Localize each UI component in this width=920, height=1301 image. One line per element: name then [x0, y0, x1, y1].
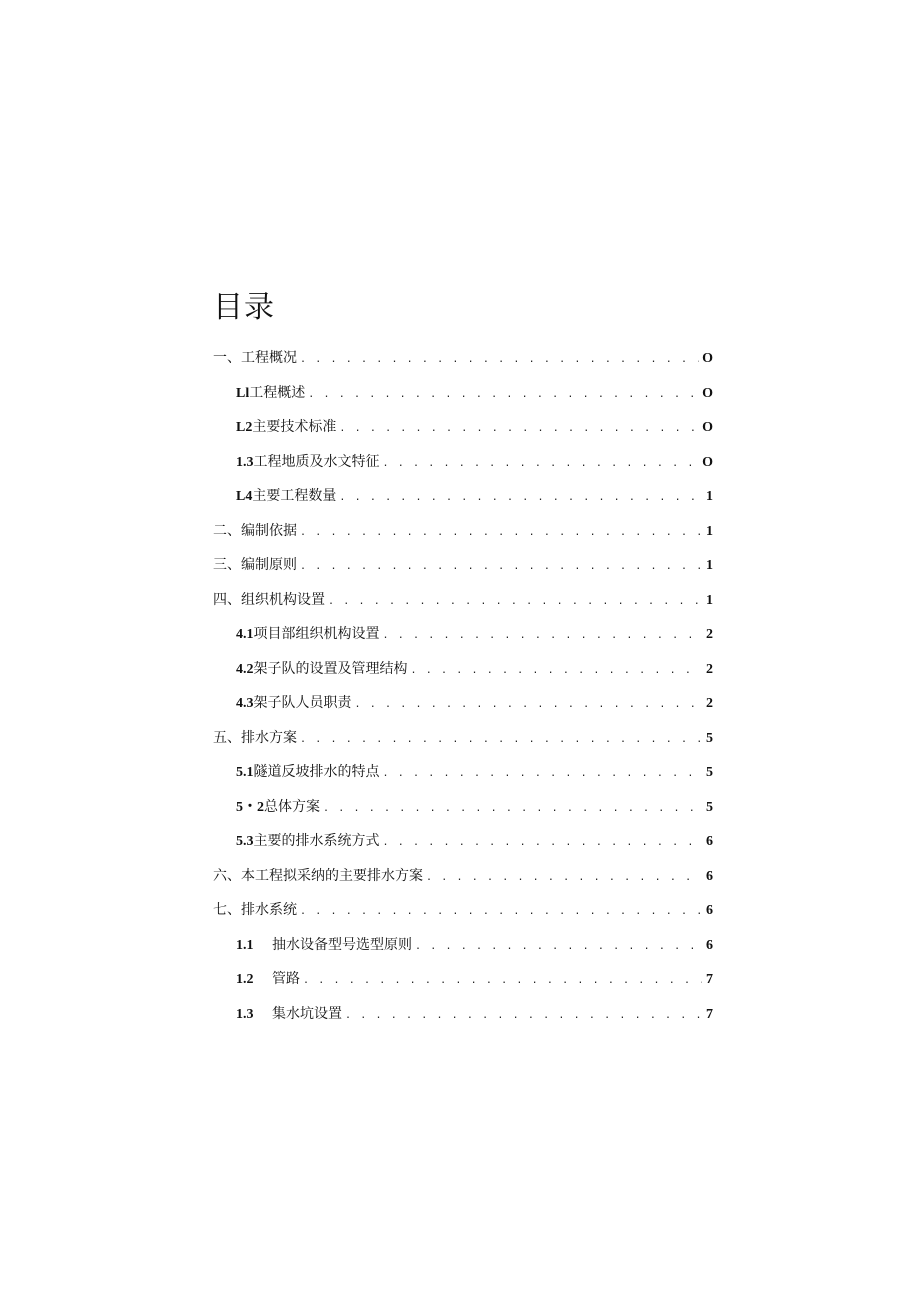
toc-entry-number: L2: [236, 420, 253, 435]
toc-leader-dots: [300, 523, 702, 543]
toc-page-number: 1: [706, 592, 713, 608]
toc-leader-dots: [415, 937, 702, 957]
toc-entry-title: 工程地质及水文特征: [253, 453, 380, 470]
toc-entry-number: L4: [236, 489, 253, 504]
toc-entry[interactable]: [213, 521, 713, 556]
toc-entry-number: 1.1: [236, 937, 254, 953]
toc-entry-title: 隧道反坡排水的特点: [253, 764, 380, 780]
toc-entry[interactable]: [213, 900, 713, 935]
toc-leader-dots: [339, 488, 702, 508]
toc-entry-number: 5.1: [236, 765, 254, 780]
toc-page-number: 6: [706, 937, 713, 953]
toc-entry-title: 架子队的设置及管理结构: [253, 660, 408, 677]
toc-entry-number: 1.2: [236, 972, 254, 987]
toc-entry-title: 主要技术标准: [252, 419, 337, 435]
toc-title: 目录: [213, 290, 275, 325]
toc-page-number: 5: [706, 765, 713, 780]
toc-entry-number: 5・2: [236, 799, 264, 815]
toc-entry-number: 4.3: [236, 696, 254, 711]
toc-entry[interactable]: [213, 831, 713, 866]
toc-leader-dots: [300, 730, 702, 750]
toc-leader-dots: [383, 764, 703, 784]
toc-page-number: 2: [706, 627, 713, 642]
toc-leader-dots: [300, 350, 699, 370]
toc-entry[interactable]: [213, 693, 713, 728]
toc-leader-dots: [383, 833, 703, 853]
toc-entry-title: 工程概述: [249, 384, 306, 401]
toc-entry[interactable]: [213, 866, 713, 901]
toc-page-number: 6: [706, 868, 713, 884]
toc-entry[interactable]: [213, 762, 713, 797]
toc-entry[interactable]: [213, 348, 713, 383]
toc-entry-title: 六、本工程拟采纳的主要排水方案: [213, 867, 423, 884]
toc-entry[interactable]: [213, 659, 713, 694]
toc-leader-dots: [411, 661, 703, 681]
toc-leader-dots: [383, 626, 703, 646]
toc-page-number: 2: [706, 661, 713, 677]
toc-leader-dots: [383, 454, 700, 474]
toc-leader-dots: [355, 695, 703, 715]
toc-entry-title: 主要工程数量: [252, 488, 337, 504]
toc-list: [213, 348, 713, 1038]
toc-entry[interactable]: [213, 452, 713, 487]
toc-entry-title: 七、排水系统: [213, 902, 297, 918]
toc-entry-title: 集水坑设置: [272, 1005, 342, 1022]
toc-entry[interactable]: [213, 797, 713, 832]
toc-leader-dots: [339, 419, 699, 439]
table-of-contents: [213, 288, 713, 1038]
toc-leader-dots: [300, 557, 702, 577]
toc-page-number: O: [702, 351, 713, 366]
toc-entry[interactable]: [213, 935, 713, 970]
toc-page-number: 1: [706, 558, 713, 573]
toc-entry-title: 抽水设备型号选型原则: [272, 936, 412, 953]
toc-page-number: 2: [706, 696, 713, 711]
toc-page-number: 7: [706, 972, 713, 987]
toc-entry[interactable]: [213, 1004, 713, 1039]
toc-entry[interactable]: [213, 555, 713, 590]
toc-entry-title: 主要的排水系统方式: [253, 833, 380, 849]
toc-leader-dots: [328, 592, 702, 612]
toc-page-number: O: [702, 385, 713, 401]
toc-leader-dots: [426, 868, 702, 888]
toc-entry-number: 5.3: [236, 834, 254, 849]
toc-leader-dots: [323, 799, 702, 819]
toc-page-number: 1: [706, 523, 713, 539]
toc-leader-dots: [308, 385, 699, 405]
toc-entry-title: 总体方案: [264, 798, 320, 815]
toc-page-number: 6: [706, 903, 713, 918]
toc-entry-title: 管路: [272, 971, 300, 987]
toc-page-number: O: [702, 420, 713, 435]
toc-entry[interactable]: [213, 624, 713, 659]
toc-entry-title: 五、排水方案: [213, 729, 297, 746]
toc-entry-number: 4.1: [236, 627, 254, 642]
toc-leader-dots: [303, 971, 702, 991]
toc-page-number: 5: [706, 799, 713, 815]
toc-entry-number: Ll: [236, 385, 250, 401]
toc-entry-number: 4.2: [236, 661, 254, 677]
toc-entry[interactable]: [213, 486, 713, 521]
toc-entry-title: 三、编制原则: [213, 557, 297, 573]
toc-entry-number: 1.3: [236, 454, 254, 470]
toc-entry[interactable]: [213, 969, 713, 1004]
toc-entry-title: 四、组织机构设置: [213, 591, 325, 608]
toc-page-number: O: [702, 454, 713, 470]
toc-leader-dots: [345, 1006, 702, 1026]
toc-entry-title: 架子队人员职责: [253, 695, 352, 711]
toc-page-number: 5: [706, 730, 713, 746]
toc-entry[interactable]: [213, 728, 713, 763]
toc-entry-title: 一、工程概况: [213, 350, 297, 366]
toc-entry-number: 1.3: [236, 1006, 254, 1022]
toc-page-number: 1: [706, 489, 713, 504]
toc-leader-dots: [300, 902, 702, 922]
toc-entry[interactable]: [213, 417, 713, 452]
toc-entry[interactable]: [213, 383, 713, 418]
toc-entry-title: 项目部组织机构设置: [253, 626, 380, 642]
toc-page-number: 6: [706, 834, 713, 849]
toc-entry-title: 二、编制依据: [213, 522, 297, 539]
toc-page-number: 7: [706, 1006, 713, 1022]
toc-entry[interactable]: [213, 590, 713, 625]
